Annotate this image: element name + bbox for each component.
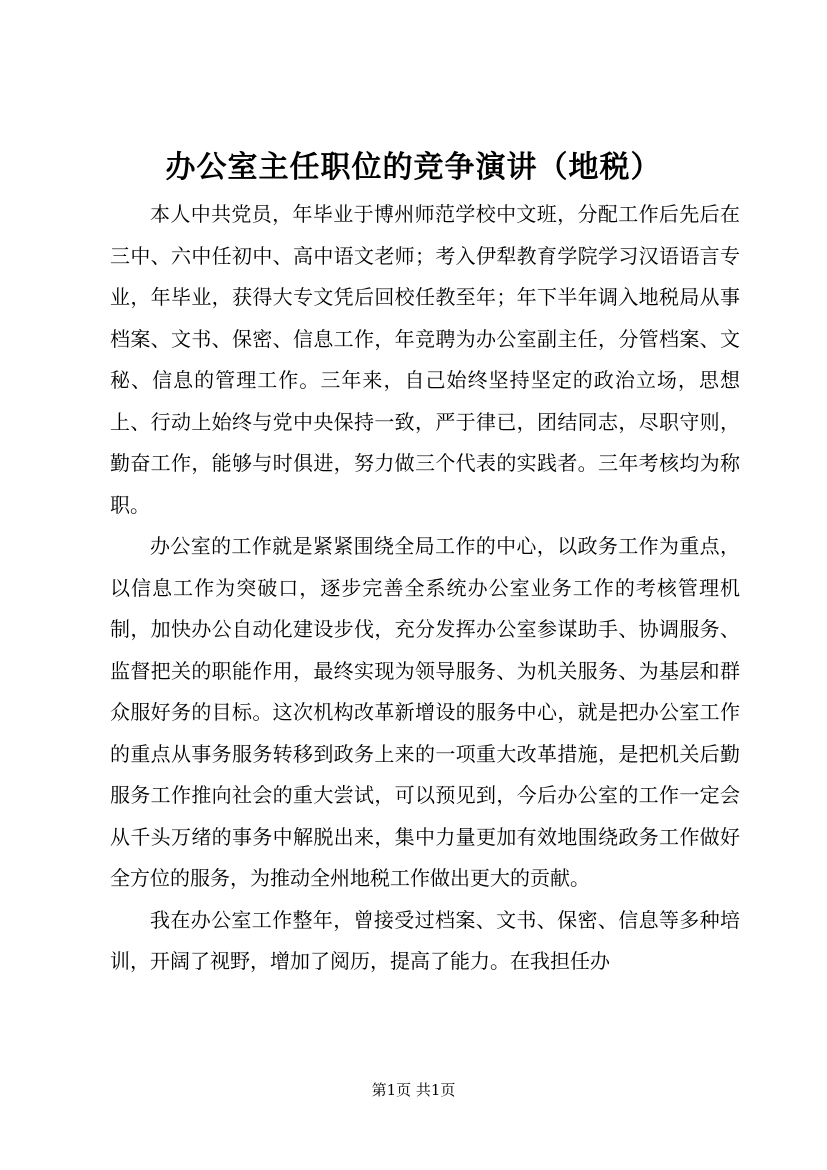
paragraph-3: 我在办公室工作整年，曾接受过档案、文书、保密、信息等多种培训，开阔了视野，增加了阅历，提高了能力。在我担任办 [110, 907, 740, 973]
paragraph-2: 办公室的工作就是紧紧围绕全局工作的中心，以政务工作为重点，以信息工作为突破口，逐步完善全系统办公室业务工作的考核管理机制，加快办公自动化建设步伐，充分发挥办公室参谋助手、协调服务、监督把关的职能作用，最终实现为领导服务、为机关服务、为基层和群众服好务的目标。这次机构改革新增设的服务中心，就是把办公室工作的重点从事务服务转移到政务上来的一项重大改革措施，是把机关后勤服务工作推向社会的重大尝试，可以预见到，今后办公室的工作一定会从千头万绪的事务中解脱出来，集中力量更加有效地围绕政务工作做好全方位的服务，为推动全州地税工作做出更大的贡献。 [110, 534, 740, 890]
page-number-footer: 第1页 共1页 [371, 1081, 456, 1099]
paragraph-1: 本人中共党员，年毕业于博州师范学校中文班，分配工作后先后在三中、六中任初中、高中语文老师；考入伊犁教育学院学习汉语语言专业，年毕业，获得大专文凭后回校任教至年；年下半年调入地税局从事档案、文书、保密、信息工作，年竞聘为办公室副主任，分管档案、文秘、信息的管理工作。三年来，自己始终坚持坚定的政治立场，思想上、行动上始终与党中央保持一致，严于律已，团结同志，尽职守则，勤奋工作，能够与时俱进，努力做三个代表的实践者。三年考核均为称职。 [110, 202, 740, 517]
document-body [110, 194, 740, 983]
document-title: 办公室主任职位的竞争演讲（地税） [165, 150, 662, 185]
